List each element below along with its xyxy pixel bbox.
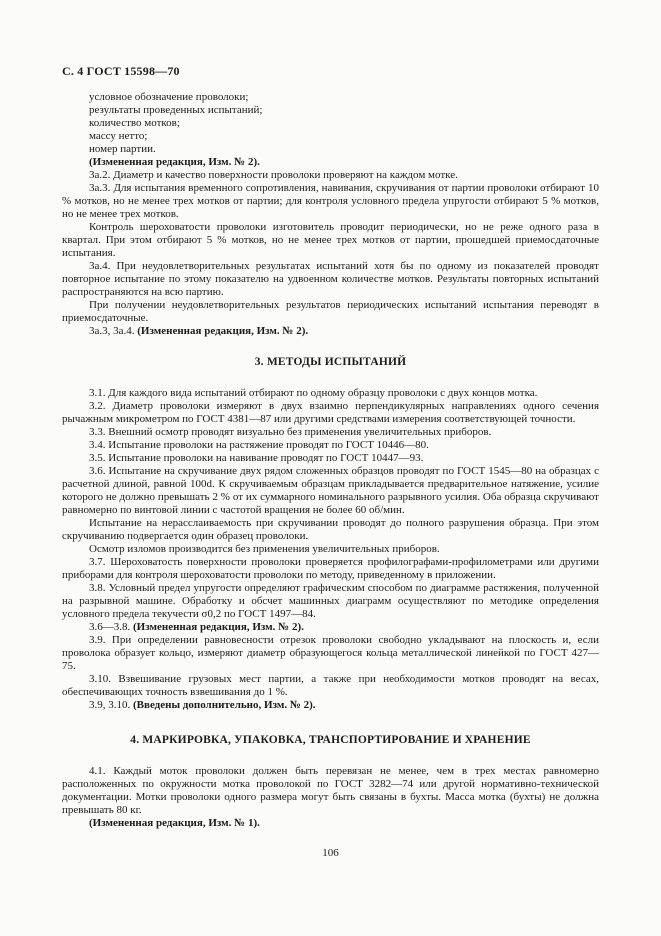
paragraph-3-6: 3.6. Испытание на скручивание двух рядом сложенных образцов проводят по ГОСТ 1545—80 на образцах с расчетной длиной, равной 100d. К скручиваемым образцам прикладывается предварительное натяжение, усилие которого не должно превышать 2 % от их суммарного номинального разрывного усилия. Оба образца скручивают равномерно по винтовой линии с частотой вращения не более 60 об/мин. — [62, 465, 599, 516]
list-item: условное обозначение проволоки; — [89, 91, 249, 103]
revision-note-prefix: 3а.3, 3а.4. — [89, 325, 135, 337]
paragraph-3a2: 3а.2. Диаметр и качество поверхности проволоки проверяют на каждом мотке. — [89, 169, 458, 181]
revision-note: (Измененная редакция, Изм. № 1). — [89, 817, 260, 829]
revision-note-line — [62, 699, 599, 712]
list-item: результаты проведенных испытаний; — [89, 104, 263, 116]
list-item: номер партии. — [89, 143, 156, 155]
revision-note: (Измененная редакция, Изм. № 2). — [137, 325, 309, 337]
paragraph-periodic-tests: При получении неудовлетворительных результатов периодических испытаний испытания переводят в приемосдаточные. — [62, 299, 599, 324]
paragraph-3a3: 3а.3. Для испытания временного сопротивления, навивания, скручивания от партии проволоки отбирают 10 % мотков, но не менее трех мотков от партии; для контроля условного предела упругости отбирают 5 % мотков, но не менее трех мотков. — [62, 182, 599, 220]
paragraph-3a4: 3а.4. При неудовлетворительных результатах испытаний хотя бы по одному из показателей проводят повторное испытание по этому показателю на удвоенном количестве мотков. Результаты повторных испытаний распространяются на всю партию. — [62, 260, 599, 298]
page-number: 106 — [322, 847, 339, 859]
section-3-title: 3. МЕТОДЫ ИСПЫТАНИЙ — [254, 356, 407, 368]
revision-note: (Измененная редакция, Изм. № 2). — [89, 156, 260, 168]
paragraph-3-4: 3.4. Испытание проволоки на растяжение проводят по ГОСТ 10446—80. — [89, 439, 429, 451]
paragraph-3-5: 3.5. Испытание проволоки на навивание проводят по ГОСТ 10447—93. — [89, 452, 424, 464]
section-4-title: 4. МАРКИРОВКА, УПАКОВКА, ТРАНСПОРТИРОВАНИЕ И ХРАНЕНИЕ — [130, 734, 531, 746]
revision-note-line — [62, 325, 599, 338]
paragraph-3-9: 3.9. При определении равновесности отрезок проволоки свободно укладывают на плоскость и, если проволока образует кольцо, измеряют диаметр образующегося кольца металлической линейкой по ГОСТ 427—75. — [62, 634, 599, 672]
paragraph-4-1: 4.1. Каждый моток проволоки должен быть перевязан не менее, чем в трех местах равномерно расположенных по окружности мотка проволокой по ГОСТ 3282—74 или другой нормативно-технической документации. Мотки проволоки одного размера могут быть связаны в бухты. Масса мотка (бухты) не должна превышать 80 кг. — [62, 765, 599, 816]
revision-note: (Измененная редакция, Изм. № 2). — [133, 621, 304, 633]
page-header: С. 4 ГОСТ 15598—70 — [62, 64, 180, 78]
revision-note-prefix: 3.6—3.8. — [89, 621, 131, 633]
paragraph-3-1: 3.1. Для каждого вида испытаний отбирают по одному образцу проволоки с двух концов мотка. — [89, 387, 538, 399]
paragraph-3-10: 3.10. Взвешивание грузовых мест партии, а также при необходимости мотков проводят на весах, обеспечивающих точность взвешивания до 1 %. — [62, 673, 599, 698]
revision-note-line — [62, 621, 599, 634]
paragraph-roughness-control: Контроль шероховатости проволоки изготовитель проводит периодически, но не реже одного раза в квартал. При этом отбирают 5 % мотков, но не менее трех мотков от партии, прошедшей приемосдаточные испытания. — [62, 221, 599, 259]
revision-note: (Введены дополнительно, Изм. № 2). — [133, 699, 316, 711]
paragraph-delamination: Испытание на нерасслаиваемость при скручивании проводят до полного разрушения образца. При этом скручиванию подвергается один образец проволоки. — [62, 517, 599, 542]
paragraph-3-8: 3.8. Условный предел упругости определяют графическим способом по диаграмме растяжения, полученной на разрывной машине. Обработку и обсчет машинных диаграмм осуществляют по методике определения условного предела текучести σ0,2 по ГОСТ 1497—84. — [62, 582, 599, 620]
list-item: количество мотков; — [89, 117, 180, 129]
document-body — [62, 91, 599, 830]
paragraph-3-2: 3.2. Диаметр проволоки измеряют в двух взаимно перпендикулярных направлениях одного сечения рычажным микрометром по ГОСТ 4381—87 или другими средствами измерения соответствующей точности. — [62, 400, 599, 425]
revision-note-prefix: 3.9, 3.10. — [89, 699, 131, 711]
paragraph-3-7: 3.7. Шероховатость поверхности проволоки проверяется профилографами-профилометрами или другими приборами для контроля шероховатости проволоки по методу, приведенному в приложении. — [62, 556, 599, 581]
list-item: массу нетто; — [89, 130, 148, 142]
paragraph-3-3: 3.3. Внешний осмотр проводят визуально без применения увеличительных приборов. — [89, 426, 492, 438]
paragraph-fracture-inspection: Осмотр изломов производится без применения увеличительных приборов. — [89, 543, 440, 555]
